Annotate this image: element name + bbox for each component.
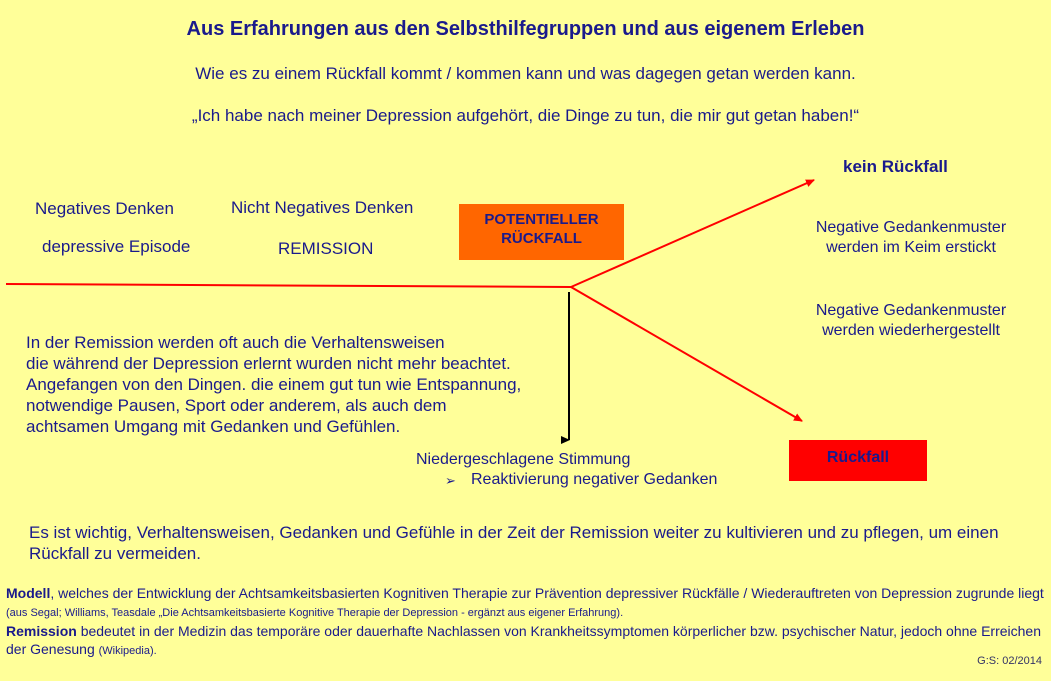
signature: G:S: 02/2014 (977, 655, 1042, 667)
footnote-modell-source: (aus Segal; Williams, Teasdale „Die Achtsamkeitsbasierte Kognitive Therapie der Depression - ergänzt aus eigener Erfahrung). (6, 607, 624, 619)
potentiell-line1: POTENTIELLER (484, 211, 599, 228)
footnote-modell-label: Modell (6, 585, 51, 601)
label-nicht-negatives-denken: Nicht Negatives Denken (231, 198, 414, 217)
label-reaktivierung: Reaktivierung negativer Gedanken (471, 471, 718, 488)
label-depressive-episode: depressive Episode (42, 237, 191, 256)
footnote (6, 584, 1046, 660)
label-remission: REMISSION (278, 239, 374, 258)
footnote-remission-label: Remission (6, 623, 77, 639)
label-niedergeschlagene-stimmung: Niedergeschlagene Stimmung (416, 451, 631, 468)
arrow-rueckfall (571, 287, 802, 421)
timeline-line (6, 284, 571, 287)
quote-text: „Ich habe nach meiner Depression aufgehört, die Dinge zu tun, die mir gut getan haben!“ (191, 106, 860, 125)
label-muster-erstickt: Negative Gedankenmuster werden im Keim erstickt (815, 219, 1007, 256)
label-negatives-denken: Negatives Denken (35, 199, 174, 218)
potentiell-line2: RÜCKFALL (501, 230, 582, 247)
page-subtitle: Wie es zu einem Rückfall kommt / kommen kann und was dagegen getan werden kann. (195, 64, 856, 83)
arrow-bullet-icon: ➢ (445, 473, 456, 488)
footnote-remission-source: (Wikipedia). (98, 645, 157, 657)
potentieller-rueckfall-box (459, 204, 624, 260)
footnote-remission-text: bedeutet in der Medizin das temporäre oder dauerhafte Nachlassen von Krankheitssymptomen körperlicher bzw. psychischer Natur, jedoch ohne Erreichen der Genesung (6, 623, 1042, 657)
footnote-modell-text: , welches der Entwicklung der Achtsamkeitsbasierten Kognitiven Therapie zur Prävention depressiver Rückfälle / Wiederauftreten von Depression zugrunde liegt (50, 585, 1044, 601)
remission-paragraph: In der Remission werden oft auch die Verhaltensweisen die während der Depression erlernt wurden nicht mehr beachtet. Angefangen von den Dingen. die einem gut tun wie Entspannung, notwendige Pausen, Sport oder anderem, als auch dem achtsamen Umgang mit Gedanken und Gefühlen. (26, 333, 522, 436)
label-kein-rueckfall: kein Rückfall (843, 157, 948, 176)
page-title: Aus Erfahrungen aus den Selbsthilfegruppen und aus eigenem Erleben (186, 18, 865, 40)
label-muster-wiederhergestellt: Negative Gedankenmuster werden wiederhergestellt (815, 302, 1007, 339)
rueckfall-box: Rückfall (789, 440, 927, 481)
conclusion-text: Es ist wichtig, Verhaltensweisen, Gedanken und Gefühle in der Zeit der Remission weiter zu kultivieren und zu pflegen, um einen Rückfall zu vermeiden. (29, 523, 999, 563)
